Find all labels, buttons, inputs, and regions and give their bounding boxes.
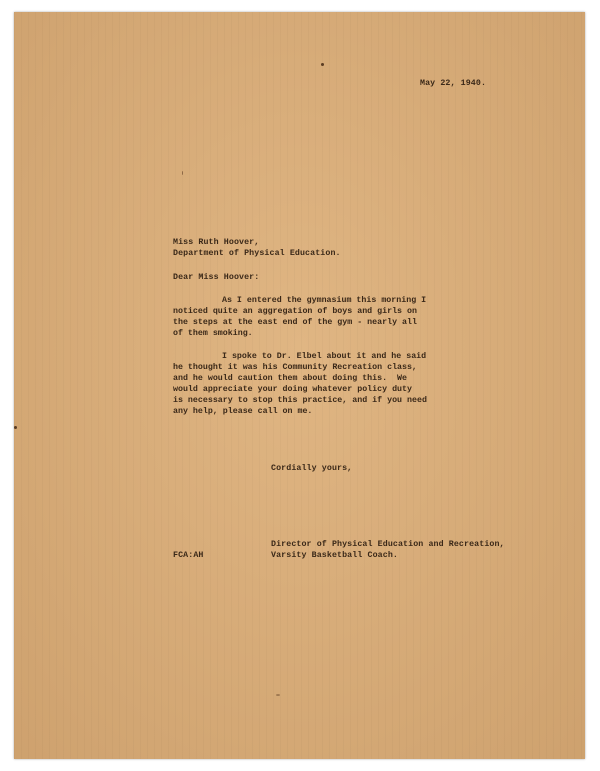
paragraph-line: I spoke to Dr. Elbel about it and he said bbox=[222, 352, 427, 361]
signature-title-1: Director of Physical Education and Recreation, bbox=[271, 540, 505, 549]
paper-speck bbox=[182, 171, 183, 175]
paragraph-line: the steps at the east end of the gym - nearly all bbox=[173, 318, 417, 327]
letter-page bbox=[14, 12, 585, 759]
signature-title-2: Varsity Basketball Coach. bbox=[271, 551, 398, 560]
paragraph-line: As I entered the gymnasium this morning I bbox=[222, 296, 427, 305]
paragraph-line: and he would caution them about doing this. We bbox=[173, 374, 408, 383]
paper-speck bbox=[276, 694, 280, 696]
paragraph-line: is necessary to stop this practice, and if you need bbox=[173, 396, 427, 405]
closing: Cordially yours, bbox=[271, 464, 353, 473]
recipient-department: Department of Physical Education. bbox=[173, 249, 341, 258]
paper-speck bbox=[14, 426, 17, 429]
paragraph-line: of them smoking. bbox=[173, 329, 253, 338]
paper-speck bbox=[321, 63, 324, 66]
paragraph-line: noticed quite an aggregation of boys and girls on bbox=[173, 307, 417, 316]
paragraph-line: would appreciate your doing whatever policy duty bbox=[173, 385, 412, 394]
letter-date: May 22, 1940. bbox=[420, 79, 487, 88]
paragraph-line: he thought it was his Community Recreation class, bbox=[173, 363, 417, 372]
recipient-name: Miss Ruth Hoover, bbox=[173, 238, 260, 247]
salutation: Dear Miss Hoover: bbox=[173, 273, 260, 282]
reference-initials: FCA:AH bbox=[173, 551, 204, 560]
paragraph-line: any help, please call on me. bbox=[173, 407, 313, 416]
